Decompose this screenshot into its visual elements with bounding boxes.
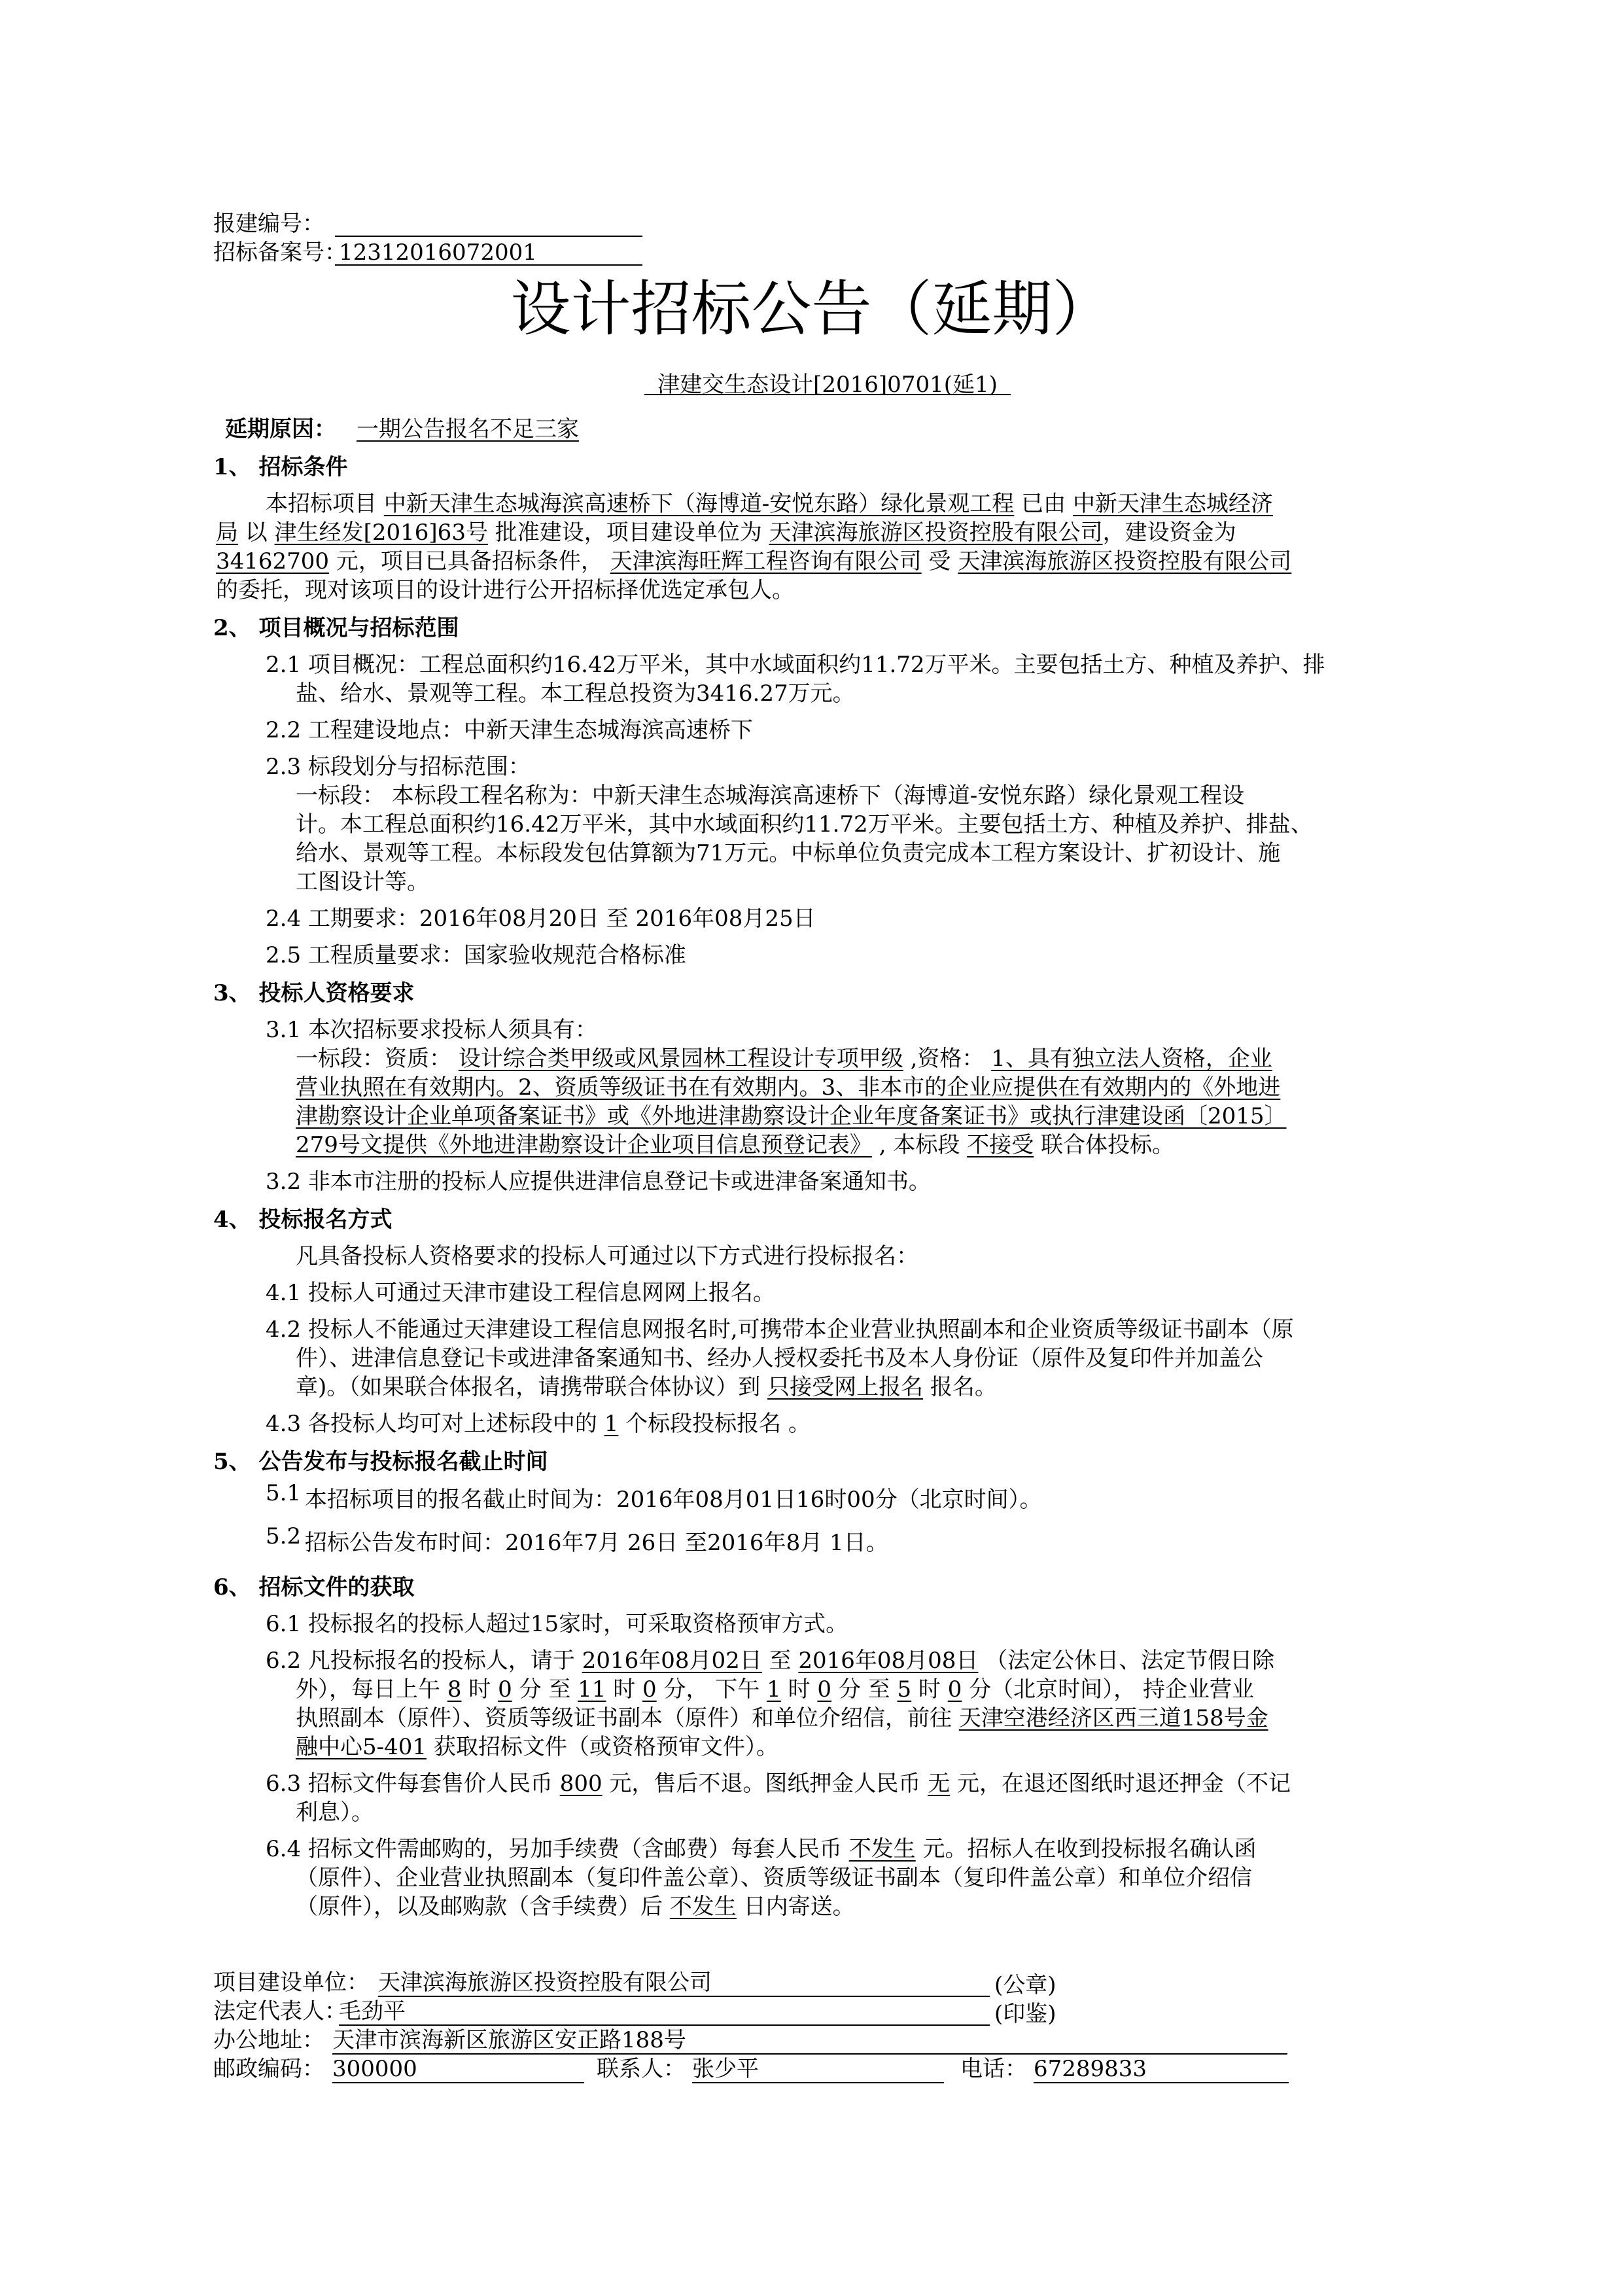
s6-1: 6.1 投标报名的投标人超过15家时，可采取资格预审方式。 — [266, 1611, 848, 1637]
s1-line-2: 局 以 津生经发[2016]63号 批准建设，项目建设单位为 天津滨海旅游区投资控股有限公司，建设资金为 — [216, 520, 1236, 546]
s5-2: 招标公告发布时间：2016年7月 26日 至2016年8月 1日。 — [305, 1530, 888, 1556]
s6-2-line-2: 外），每日上午 8 时 0 分 至 11 时 0 分， 下午 1 时 0 分 至 5 时 0 分（北京时间）， 持企业营业 — [296, 1676, 1254, 1703]
footer-unit-underline — [378, 1996, 990, 1997]
footer-rep-underline — [339, 2024, 990, 2026]
footer-contact-underline — [692, 2082, 944, 2083]
section-4-heading: 4、 投标报名方式 — [213, 1207, 393, 1233]
s4-3: 4.3 各投标人均可对上述标段中的 1 个标段投标报名 。 — [266, 1411, 811, 1437]
footer-contact-value: 张少平 — [692, 2056, 759, 2082]
s4-2-line-3: 章)。（如果联合体报名，请携带联合体协议）到 只接受网上报名 报名。 — [296, 1374, 997, 1400]
s1-line-1: 本招标项目 中新天津生态城海滨高速桥下（海博道-安悦东路）绿化景观工程 已由 中新天津生态城经济 — [266, 491, 1273, 517]
doc-number: 津建交生态设计[2016]0701(延1) — [657, 372, 998, 398]
footer-phone-label: 电话： — [960, 2056, 1027, 2082]
footer-address-underline — [332, 2053, 1287, 2055]
s6-4-line-3: （原件），以及邮购款（含手续费）后 不发生 日内寄送。 — [296, 1894, 855, 1920]
s6-3-line-2: 利息）。 — [296, 1799, 374, 1826]
s5-1-number: 5.1 — [266, 1480, 302, 1506]
jianbao-label: 报建编号： — [213, 211, 324, 237]
s2-3-line-4: 给水、景观等工程。本标段发包估算额为71万元。中标单位负责完成本工程方案设计、扩初设计、施 — [296, 840, 1281, 866]
s4-2-line-2: 件）、进津信息登记卡或进津备案通知书、经办人授权委托书及本人身份证（原件及复印件并加盖公 — [296, 1345, 1263, 1371]
s5-2-number: 5.2 — [266, 1523, 302, 1549]
footer-unit-label: 项目建设单位： — [213, 1969, 369, 1996]
s2-3-line-2: 一标段： 本标段工程名称为：中新天津生态城海滨高速桥下（海博道-安悦东路）绿化景观工程设 — [296, 783, 1245, 809]
footer-unit-seal: (公章) — [994, 1972, 1056, 1998]
s2-3-line-5: 工图设计等。 — [296, 869, 429, 895]
s2-4: 2.4 工期要求：2016年08月20日 至 2016年08月25日 — [266, 906, 816, 932]
footer-address-label: 办公地址： — [213, 2027, 324, 2053]
page-title: 设计招标公告（延期） — [510, 274, 1113, 344]
s3-line-3: 津勘察设计企业单项备案证书》或《外地进津勘察设计企业年度备案证书》或执行津建设函〔2015〕 — [296, 1103, 1287, 1129]
footer-unit-value: 天津滨海旅游区投资控股有限公司 — [378, 1969, 712, 1996]
footer-contact-label: 联系人： — [597, 2056, 686, 2082]
footer-zip-label: 邮政编码： — [213, 2056, 324, 2082]
s6-2-line-3: 执照副本（原件）、资质等级证书副本（原件）和单位介绍信，前往 天津空港经济区西三道158号金 — [296, 1705, 1268, 1731]
s6-2-line-1: 6.2 凡投标报名的投标人，请于 2016年08月02日 至 2016年08月08日 （法定公休日、法定节假日除 — [266, 1648, 1275, 1674]
s4-intro: 凡具备投标人资格要求的投标人可通过以下方式进行投标报名： — [296, 1243, 918, 1269]
beian-underline — [335, 264, 642, 266]
s3-2: 3.2 非本市注册的投标人应提供进津信息登记卡或进津备案通知书。 — [266, 1169, 931, 1195]
footer-rep-label: 法定代表人： — [213, 1998, 347, 2024]
s6-4-line-2: （原件）、企业营业执照副本（复印件盖公章）、资质等级证书副本（复印件盖公章）和单位介绍信 — [296, 1865, 1252, 1891]
s6-2-line-4: 融中心5-401 获取招标文件（或资格预审文件）。 — [296, 1734, 778, 1760]
section-5-heading: 5、 公告发布与投标报名截止时间 — [213, 1449, 548, 1475]
footer-address-value: 天津市滨海新区旅游区安正路188号 — [332, 2027, 686, 2053]
s6-3-line-1: 6.3 招标文件每套售价人民币 800 元，售后不退。图纸押金人民币 无 元，在退还图纸时退还押金（不记 — [266, 1771, 1291, 1797]
beian-value: 12312016072001 — [339, 239, 537, 266]
s1-line-3: 34162700 元，项目已具备招标条件， 天津滨海旺辉工程咨询有限公司 受 天津滨海旅游区投资控股有限公司 — [216, 548, 1292, 574]
section-2-heading: 2、 项目概况与招标范围 — [213, 615, 459, 641]
s3-line-1: 一标段：资质： 设计综合类甲级或风景园林工程设计专项甲级 ,资格： 1、具有独立法人资格，企业 — [296, 1046, 1272, 1072]
s2-3-line-1: 2.3 标段划分与招标范围： — [266, 754, 531, 780]
s4-2-line-1: 4.2 投标人不能通过天津建设工程信息网报名时,可携带本企业营业执照副本和企业资质等级证书副本（原 — [266, 1316, 1294, 1343]
s6-4-line-1: 6.4 招标文件需邮购的，另加手续费（含邮费）每套人民币 不发生 元。招标人在收到投标报名确认函 — [266, 1836, 1257, 1862]
s3-line-4: 279号文提供《外地进津勘察设计企业项目信息预登记表》 , 本标段 不接受 联合体投标。 — [296, 1132, 1174, 1158]
s2-3-line-3: 计。本工程总面积约16.42万平米，其中水域面积约11.72万平米。主要包括土方、种植及养护、排盐、 — [296, 811, 1313, 838]
jianbao-underline — [335, 236, 642, 237]
section-3-heading: 3、 投标人资格要求 — [213, 980, 415, 1006]
s2-5: 2.5 工程质量要求：国家验收规范合格标准 — [266, 942, 686, 968]
s5-1: 本招标项目的报名截止时间为：2016年08月01日16时00分（北京时间）。 — [305, 1487, 1042, 1513]
s3-1: 3.1 本次招标要求投标人须具有： — [266, 1017, 597, 1043]
footer-phone-value: 67289833 — [1034, 2056, 1147, 2082]
s2-1-line-1: 2.1 项目概况：工程总面积约16.42万平米，其中水域面积约11.72万平米。主要包括土方、种植及养护、排 — [266, 652, 1325, 678]
s1-line-4: 的委托，现对该项目的设计进行公开招标择优选定承包人。 — [216, 577, 794, 603]
s3-line-2: 营业执照在有效期内。2、资质等级证书在有效期内。3、非本市的企业应提供在有效期内的《外地进 — [296, 1074, 1281, 1101]
section-1-heading: 1、 招标条件 — [213, 454, 348, 480]
doc-number-underline — [644, 394, 1011, 395]
footer-rep-value: 毛劲平 — [339, 1998, 406, 2024]
footer-zip-value: 300000 — [332, 2056, 417, 2082]
s2-1-line-2: 盐、给水、景观等工程。本工程总投资为3416.27万元。 — [296, 680, 855, 707]
beian-label: 招标备案号： — [213, 239, 347, 266]
section-6-heading: 6、 招标文件的获取 — [213, 1574, 415, 1600]
delay-value: 一期公告报名不足三家 — [357, 416, 579, 442]
s4-1: 4.1 投标人可通过天津市建设工程信息网网上报名。 — [266, 1280, 775, 1306]
s2-2: 2.2 工程建设地点：中新天津生态城海滨高速桥下 — [266, 717, 753, 743]
footer-phone-underline — [1034, 2082, 1289, 2083]
footer-rep-seal: (印鉴) — [994, 2001, 1056, 2027]
footer-zip-underline — [332, 2082, 584, 2083]
delay-label: 延期原因： — [225, 416, 336, 442]
